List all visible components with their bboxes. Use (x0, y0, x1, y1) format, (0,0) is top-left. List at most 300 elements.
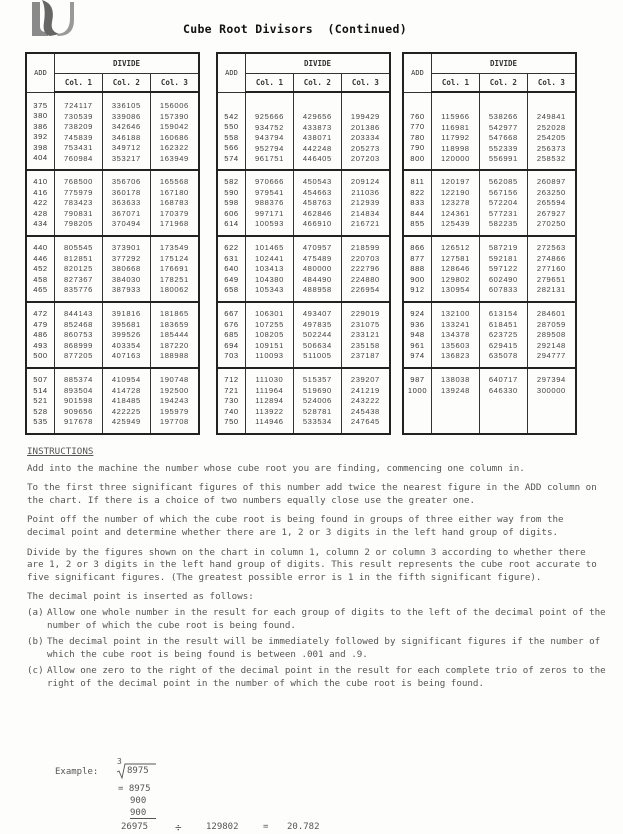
divide-column (479, 236, 527, 302)
table-cell: 258532 (536, 154, 566, 163)
table-cell: 760 (410, 111, 425, 121)
table-cell: 574 (224, 153, 239, 163)
table-cell: 533534 (302, 417, 332, 426)
table-cell: 181865 (159, 309, 189, 318)
table-cell: 123278 (440, 198, 470, 207)
divide-column (432, 170, 480, 236)
table-cell: 475489 (302, 253, 332, 263)
table-cell: 139248 (440, 385, 470, 395)
table-cell: 974 (410, 351, 425, 360)
divide-column (341, 92, 390, 170)
table-cell: 970666 (254, 177, 284, 186)
table-cell: 566 (224, 143, 239, 152)
table-cell: 209124 (350, 177, 380, 186)
table-cell: 226954 (350, 285, 380, 294)
table-cell: 552339 (488, 143, 518, 153)
table-cell: 943794 (254, 133, 284, 142)
example-result: 20.782 (287, 822, 320, 832)
table-cell: 629415 (488, 340, 518, 350)
table-cell: 297394 (536, 375, 566, 384)
divide-column (479, 302, 527, 368)
table-cell: 287059 (536, 319, 566, 329)
col-header: Col. 2 (479, 74, 527, 93)
table-cell: 422225 (111, 406, 141, 416)
table-cell: 106301 (254, 309, 284, 318)
instructions-heading: INSTRUCTIONS (27, 446, 94, 457)
table-cell: 694 (224, 340, 239, 350)
table-cell: 790 (410, 143, 425, 152)
table-cell: 987 (410, 375, 425, 384)
table-cell: 542977 (488, 122, 518, 132)
table-cell: 658 (224, 285, 239, 294)
table-cell: 466910 (302, 219, 332, 228)
add-column (26, 302, 55, 368)
table-cell: 885374 (63, 375, 93, 384)
divide-column (55, 368, 103, 434)
table-cell: 425949 (111, 417, 141, 426)
table-cell: 187220 (159, 340, 189, 350)
table-cell: 486 (33, 330, 48, 339)
table-cell: 472 (33, 309, 48, 318)
divide-sign: ÷ (175, 821, 182, 834)
row-group (26, 302, 199, 368)
table-cell: 192500 (159, 385, 189, 395)
table-cell: 233121 (350, 330, 380, 339)
row-group (217, 170, 390, 236)
divide-column (150, 92, 199, 170)
table-cell: 917678 (63, 417, 93, 426)
table-cell: 833 (410, 198, 425, 207)
table-cell: 780 (410, 132, 425, 142)
table-cell: 284601 (536, 309, 566, 318)
table-cell: 740 (224, 406, 239, 416)
page-title: Cube Root Divisors (Continued) (183, 22, 407, 36)
table-cell: 442248 (302, 143, 332, 153)
table-cell: 521 (33, 396, 48, 405)
table-cell: 685 (224, 330, 239, 339)
col-header: Col. 3 (150, 74, 199, 93)
table-cell: 988376 (254, 198, 284, 207)
table-cell: 952794 (254, 143, 284, 153)
table-cell: 925666 (254, 112, 284, 121)
row-group (403, 170, 576, 236)
table-cell: 188988 (159, 351, 189, 360)
table-cell: 160686 (159, 132, 189, 142)
table-cell: 289508 (536, 330, 566, 339)
table-cell: 470957 (302, 243, 332, 252)
table-cell: 212939 (350, 198, 380, 207)
col-header: Col. 3 (527, 74, 576, 93)
divide-column (341, 236, 390, 302)
table-cell: 113922 (255, 406, 284, 416)
table-cell: 111964 (255, 385, 284, 395)
table-cell: 877205 (63, 351, 93, 360)
table-cell: 167180 (159, 187, 189, 197)
table-cell: 356706 (111, 177, 141, 186)
table-cell: 245438 (350, 406, 380, 416)
table-cell: 349712 (111, 143, 141, 152)
table-cell: 1000 (407, 385, 428, 395)
table-cell: 231075 (350, 319, 380, 329)
divide-column (150, 368, 199, 434)
table-cell: 134378 (440, 330, 470, 339)
table-cell: 724117 (64, 101, 93, 110)
table-cell: 120000 (440, 154, 470, 163)
table-cell: 216721 (350, 219, 380, 228)
example-label: Example: (55, 767, 99, 777)
table-cell: 790831 (63, 208, 93, 218)
divide-column (527, 170, 576, 236)
row-group (26, 170, 199, 236)
table-cell: 114946 (255, 417, 284, 426)
table-cell: 676 (224, 319, 239, 329)
table-cell: 211036 (351, 187, 380, 197)
table-cell: 458 (33, 274, 48, 284)
instruction-item-b: (b) The decimal point in the result will be immediately followed by significant figures if the number of which the cube root is being found is between .001 and .9. (27, 636, 601, 660)
table-cell: 602490 (488, 274, 518, 284)
table-cell: 384030 (111, 274, 141, 284)
table-cell: 429656 (302, 112, 332, 121)
divide-column (341, 368, 390, 434)
table-cell: 440 (33, 243, 48, 252)
table-cell: 294777 (536, 351, 566, 360)
table-cell: 360178 (111, 187, 141, 197)
table-cell: 454663 (302, 187, 332, 197)
instruction-paragraph: Divide by the figures shown on the chart in column 1, column 2 or column 3 according to whether there are 1, 2 or 3 digits in the left hand group of digits. This result represents the cube root accurate to five significant figures. (The greatest possible error is 1 in the fifth significant figure). (27, 546, 597, 583)
table-cell: 370494 (111, 219, 141, 228)
table-cell: 117992 (441, 133, 470, 142)
divide-column (293, 92, 341, 170)
table-cell: 162322 (159, 143, 189, 152)
table-cell: 649 (224, 274, 239, 284)
table-cell: 515357 (302, 375, 332, 384)
table-cell: 936 (410, 319, 425, 329)
divide-column (150, 170, 199, 236)
divide-column (293, 368, 341, 434)
table-cell: 118998 (441, 143, 470, 153)
instruction-paragraph: The decimal point is inserted as follows: (27, 591, 254, 603)
divisor-table-3 (402, 52, 577, 435)
table-cell: 488958 (302, 285, 332, 294)
col-header: Col. 1 (246, 74, 294, 93)
col-header: Col. 1 (432, 74, 480, 93)
col-header: Col. 3 (341, 74, 390, 93)
table-cell: 367071 (111, 208, 141, 218)
table-cell: 479 (33, 319, 48, 329)
table-cell: 528781 (302, 406, 332, 416)
instructions (27, 446, 607, 695)
table-cell: 465 (33, 285, 48, 294)
table-cell: 185444 (159, 330, 189, 339)
divide-header: DIVIDE (246, 53, 391, 74)
add-column (26, 170, 55, 236)
add-header: ADD (403, 53, 432, 92)
table-cell: 868999 (63, 340, 93, 350)
col-header: Col. 2 (293, 74, 341, 93)
divide-column (150, 236, 199, 302)
table-cell: 168783 (159, 198, 189, 207)
table-cell: 798205 (63, 219, 93, 228)
table-cell: 597122 (488, 264, 518, 273)
table-cell: 631 (224, 253, 239, 263)
add-column (403, 236, 432, 302)
table-cell: 934752 (254, 122, 284, 132)
divide-column (432, 92, 480, 170)
table-cell: 224880 (350, 274, 380, 284)
table-cell: 101465 (254, 243, 284, 252)
add-column (217, 92, 246, 170)
table-cell: 712 (224, 375, 239, 384)
table-cell: 446 (33, 253, 48, 263)
table-cell: 107255 (254, 319, 284, 329)
add-column (26, 368, 55, 434)
table-cell: 173549 (159, 243, 189, 252)
table-cell: 339086 (111, 111, 141, 121)
divide-column (102, 236, 150, 302)
table-cell: 450543 (302, 177, 332, 186)
table-cell: 613154 (488, 309, 518, 318)
table-cell: 760984 (63, 153, 93, 163)
table-cell: 434 (33, 219, 48, 228)
add-column (403, 302, 432, 368)
table-cell: 598 (224, 198, 239, 207)
table-cell: 721 (224, 385, 239, 395)
table-cell: 547668 (488, 133, 518, 142)
table-cell: 901598 (63, 396, 93, 405)
table-cell: 115966 (441, 112, 470, 121)
table-cell: 745839 (63, 132, 93, 142)
table-cell: 104380 (254, 274, 284, 284)
divide-header: DIVIDE (432, 53, 577, 74)
table-cell: 300000 (536, 385, 566, 395)
table-cell: 948 (410, 330, 425, 339)
table-cell: 446405 (302, 154, 332, 163)
table-cell: 100593 (254, 219, 284, 228)
table-cell: 730 (224, 396, 239, 405)
table-cell: 614 (224, 219, 239, 228)
table-cell: 827367 (63, 274, 93, 284)
table-cell: 775979 (63, 187, 93, 197)
divide-column (432, 368, 480, 434)
col-header: Col. 2 (102, 74, 150, 93)
table-cell: 618451 (488, 319, 518, 329)
divide-column (55, 236, 103, 302)
table-cell: 375 (33, 100, 48, 110)
table-cell: 912 (410, 285, 425, 294)
table-cell: 207203 (350, 154, 380, 163)
table-cell: 270250 (536, 219, 566, 228)
table-cell: 640717 (488, 375, 518, 384)
table-cell: 500 (33, 351, 48, 360)
table-cell: 506634 (302, 340, 332, 350)
divide-column (246, 92, 294, 170)
divide-column (479, 170, 527, 236)
table-cell: 484490 (302, 274, 332, 284)
table-cell: 292148 (536, 340, 566, 350)
divide-column (432, 236, 480, 302)
table-cell: 265594 (536, 198, 566, 207)
table-cell: 392 (33, 132, 48, 141)
table-cell: 844 (410, 208, 425, 218)
table-cell: 497835 (302, 319, 332, 329)
table-cell: 844143 (63, 309, 93, 318)
add-column (403, 92, 432, 170)
table-cell: 116981 (441, 122, 470, 132)
table-cell: 493 (33, 340, 48, 350)
divide-column (293, 236, 341, 302)
table-cell: 380668 (111, 264, 141, 273)
table-cell: 201386 (350, 122, 380, 132)
table-cell: 156006 (159, 101, 189, 110)
table-cell: 558 (224, 132, 239, 142)
divide-column (102, 302, 150, 368)
table-cell: 493407 (302, 309, 332, 318)
example-line-3: 900 (130, 808, 156, 819)
table-cell: 900 (410, 274, 425, 284)
table-cell: 835776 (63, 285, 93, 294)
table-cell: 458763 (302, 198, 332, 207)
add-column (217, 236, 246, 302)
row-group (217, 302, 390, 368)
table-cell: 438071 (302, 133, 332, 142)
table-cell: 888 (410, 264, 425, 273)
table-cell: 387933 (111, 285, 141, 294)
divide-column (341, 302, 390, 368)
table-cell: 247645 (350, 417, 380, 426)
table-cell: 180062 (159, 285, 189, 294)
divide-column (432, 302, 480, 368)
table-cell: 391816 (111, 309, 141, 318)
table-cell: 550 (224, 122, 239, 131)
table-cell: 462846 (302, 208, 332, 218)
table-cell: 606 (224, 208, 239, 218)
divide-column (55, 92, 103, 170)
divide-column (246, 170, 294, 236)
table-cell: 222796 (350, 264, 380, 273)
table-cell: 171968 (159, 219, 189, 228)
table-cell: 877 (410, 253, 425, 263)
table-cell: 997171 (254, 208, 284, 218)
table-cell: 866 (410, 243, 425, 252)
table-cell: 229019 (350, 309, 380, 318)
divide-column (527, 92, 576, 170)
col-header: Col. 1 (55, 74, 103, 93)
divide-column (341, 170, 390, 236)
table-cell: 194243 (159, 396, 189, 405)
table-cell: 414728 (111, 385, 141, 395)
table-cell: 524006 (302, 396, 332, 405)
table-cell: 127581 (440, 253, 470, 263)
row-group (26, 368, 199, 434)
table-cell: 410 (33, 177, 48, 186)
table-cell: 277160 (536, 264, 566, 273)
table-cell: 235158 (350, 340, 380, 350)
table-cell: 183659 (159, 319, 189, 329)
add-header: ADD (217, 53, 246, 92)
table-cell: 507 (33, 375, 48, 384)
table-cell: 635078 (488, 351, 518, 360)
table-cell: 587219 (488, 243, 518, 252)
table-cell: 130954 (440, 285, 470, 294)
table-cell: 267927 (536, 208, 566, 218)
table-cell: 377292 (111, 253, 141, 263)
add-column (403, 170, 432, 236)
table-cell: 163949 (159, 153, 189, 163)
table-cell: 812851 (63, 253, 93, 263)
table-cell: 582 (224, 177, 239, 186)
radicand: 8975 (127, 766, 149, 776)
equals-sign: = (263, 822, 269, 832)
table-cell: 103413 (254, 264, 284, 273)
table-cell: 109151 (254, 340, 284, 350)
table-cell: 811 (410, 177, 425, 186)
table-cell: 398 (33, 142, 48, 152)
logo (30, 0, 75, 36)
table-cell: 582235 (488, 219, 518, 228)
table-cell: 272563 (536, 243, 566, 252)
row-group (403, 92, 576, 170)
table-cell: 562085 (488, 177, 518, 186)
table-cell: 855 (410, 219, 425, 228)
table-cell: 237187 (350, 351, 380, 360)
add-column (217, 302, 246, 368)
divide-column (102, 92, 150, 170)
table-cell: 102441 (254, 253, 284, 263)
row-group (26, 236, 199, 302)
table-cell: 178251 (159, 274, 189, 284)
table-cell: 386 (33, 121, 48, 131)
table-cell: 159042 (159, 122, 189, 131)
table-cell: 195979 (159, 406, 189, 416)
table-cell: 590 (224, 187, 239, 197)
table-cell: 263250 (536, 187, 566, 197)
row-group (217, 368, 390, 434)
table-cell: 108205 (254, 330, 284, 339)
table-cell: 373901 (111, 243, 141, 252)
add-column (26, 236, 55, 302)
table-cell: 346188 (111, 132, 141, 142)
table-cell: 418485 (111, 396, 141, 405)
table-cell: 924 (410, 309, 425, 318)
table-cell: 592181 (488, 253, 518, 263)
table-cell: 535 (33, 417, 48, 426)
table-cell: 805545 (63, 243, 93, 252)
example-line-2: 900 (130, 796, 147, 806)
instruction-paragraph: To the first three significant figures of this number add twice the nearest figure in the ADD column on the chart. If there is a choice of two numbers equally close use the greater one. (27, 482, 597, 506)
table-cell: 730539 (63, 111, 93, 121)
table-cell: 126512 (440, 243, 470, 252)
table-cell: 399526 (111, 330, 141, 339)
divide-column (246, 302, 294, 368)
divide-column (55, 302, 103, 368)
table-cell: 199429 (350, 112, 380, 121)
row-group (217, 92, 390, 170)
table-cell: 249841 (536, 112, 566, 121)
example-divisor: 129802 (206, 822, 239, 832)
table-cell: 176691 (159, 264, 189, 273)
table-cell: 640 (224, 264, 239, 273)
table-cell: 542 (224, 111, 239, 121)
table-cell: 125439 (440, 219, 470, 228)
table-cell: 646330 (488, 385, 518, 395)
table-cell: 416 (33, 187, 48, 197)
add-column (217, 368, 246, 434)
divide-column (102, 170, 150, 236)
table-cell: 218599 (350, 243, 380, 252)
table-cell: 197708 (159, 417, 189, 426)
table-cell: 567156 (488, 187, 518, 197)
row-group (403, 302, 576, 368)
